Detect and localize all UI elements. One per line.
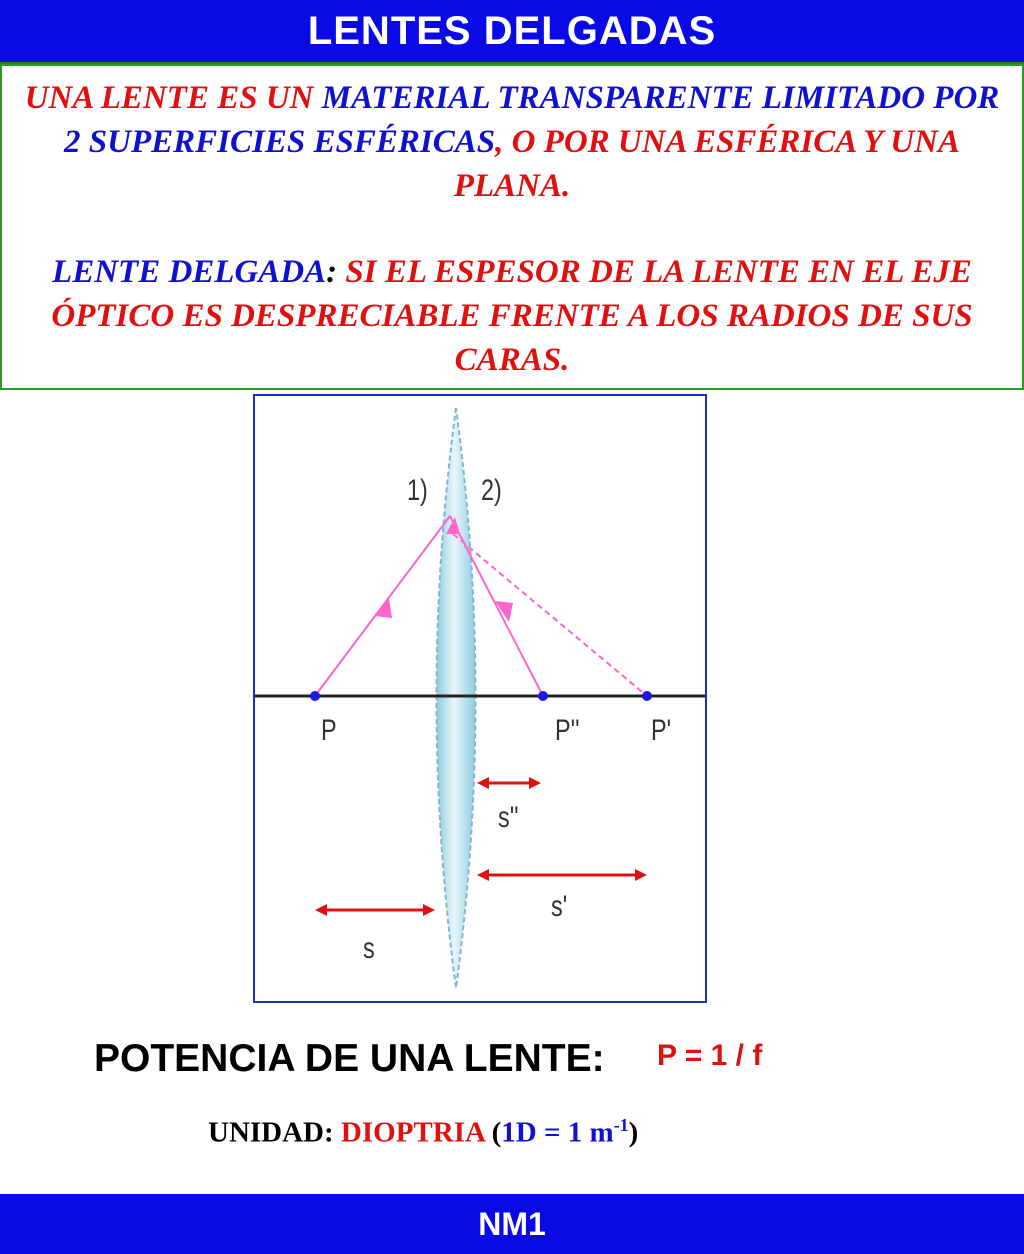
- page-title: LENTES DELGADAS: [307, 8, 717, 53]
- surface-2-label: 2): [481, 474, 502, 507]
- distance-s-prime-arrow: [477, 869, 647, 881]
- definition-material: MATERIAL TRANSPARENTE LIMITADO POR 2 SUPERFICIES ESFÉRICAS: [64, 80, 1000, 160]
- thin-lens-text: SI EL ESPESOR DE LA LENTE EN EL EJE ÓPTICO ES DESPRECIABLE FRENTE A LOS RADIOS DE SUS CARAS.: [51, 254, 973, 378]
- thin-lens-term: LENTE DELGADA: [52, 254, 327, 290]
- thin-lens-shape: [437, 408, 476, 988]
- footer-bar: [0, 1194, 1024, 1254]
- title-bar: [0, 0, 1024, 65]
- lens-definition: [16, 76, 1008, 208]
- distance-s-double-arrow: [477, 777, 541, 789]
- definition-box: [0, 64, 1024, 390]
- distance-s-prime-label: s': [551, 890, 568, 923]
- point-p-prime-marker: [642, 691, 652, 701]
- lens-power-label: POTENCIA DE UNA LENTE:: [94, 1037, 605, 1080]
- point-p-marker: [310, 691, 320, 701]
- incident-ray-arrowhead: [375, 598, 392, 618]
- unit-exponent: -1: [613, 1115, 629, 1135]
- distance-s-double-label: s'': [498, 801, 519, 834]
- lens-diagram-drawing: [255, 396, 705, 1001]
- definition-alternative: , O POR UNA ESFÉRICA Y UNA PLANA.: [453, 124, 960, 204]
- distance-s-arrow: [315, 904, 435, 916]
- surface-1-label: 1): [407, 474, 428, 507]
- unit-open-paren: (: [484, 1116, 502, 1149]
- point-p-prime-label: P': [651, 714, 672, 747]
- thin-lens-definition: [16, 250, 1008, 382]
- lens-diagram: [253, 394, 707, 1003]
- definition-intro: UNA LENTE ES UN: [24, 80, 322, 116]
- unit-line: [208, 1115, 638, 1150]
- unit-label: UNIDAD:: [208, 1116, 341, 1149]
- unit-definition: 1D = 1 m: [501, 1116, 614, 1149]
- unit-close-paren: ): [628, 1116, 639, 1149]
- lens-power-formula: P = 1 / f: [657, 1039, 763, 1072]
- thin-lens-colon: :: [326, 254, 346, 290]
- footer-label: NM1: [478, 1205, 546, 1242]
- point-p-label: P: [321, 714, 337, 747]
- point-p-double-marker: [538, 691, 548, 701]
- incident-ray: [315, 516, 450, 696]
- point-p-double-label: P'': [555, 714, 580, 747]
- distance-s-label: s: [363, 932, 375, 965]
- unit-name: DIOPTRIA: [340, 1116, 485, 1149]
- refracted-ray-dashed: [453, 534, 647, 696]
